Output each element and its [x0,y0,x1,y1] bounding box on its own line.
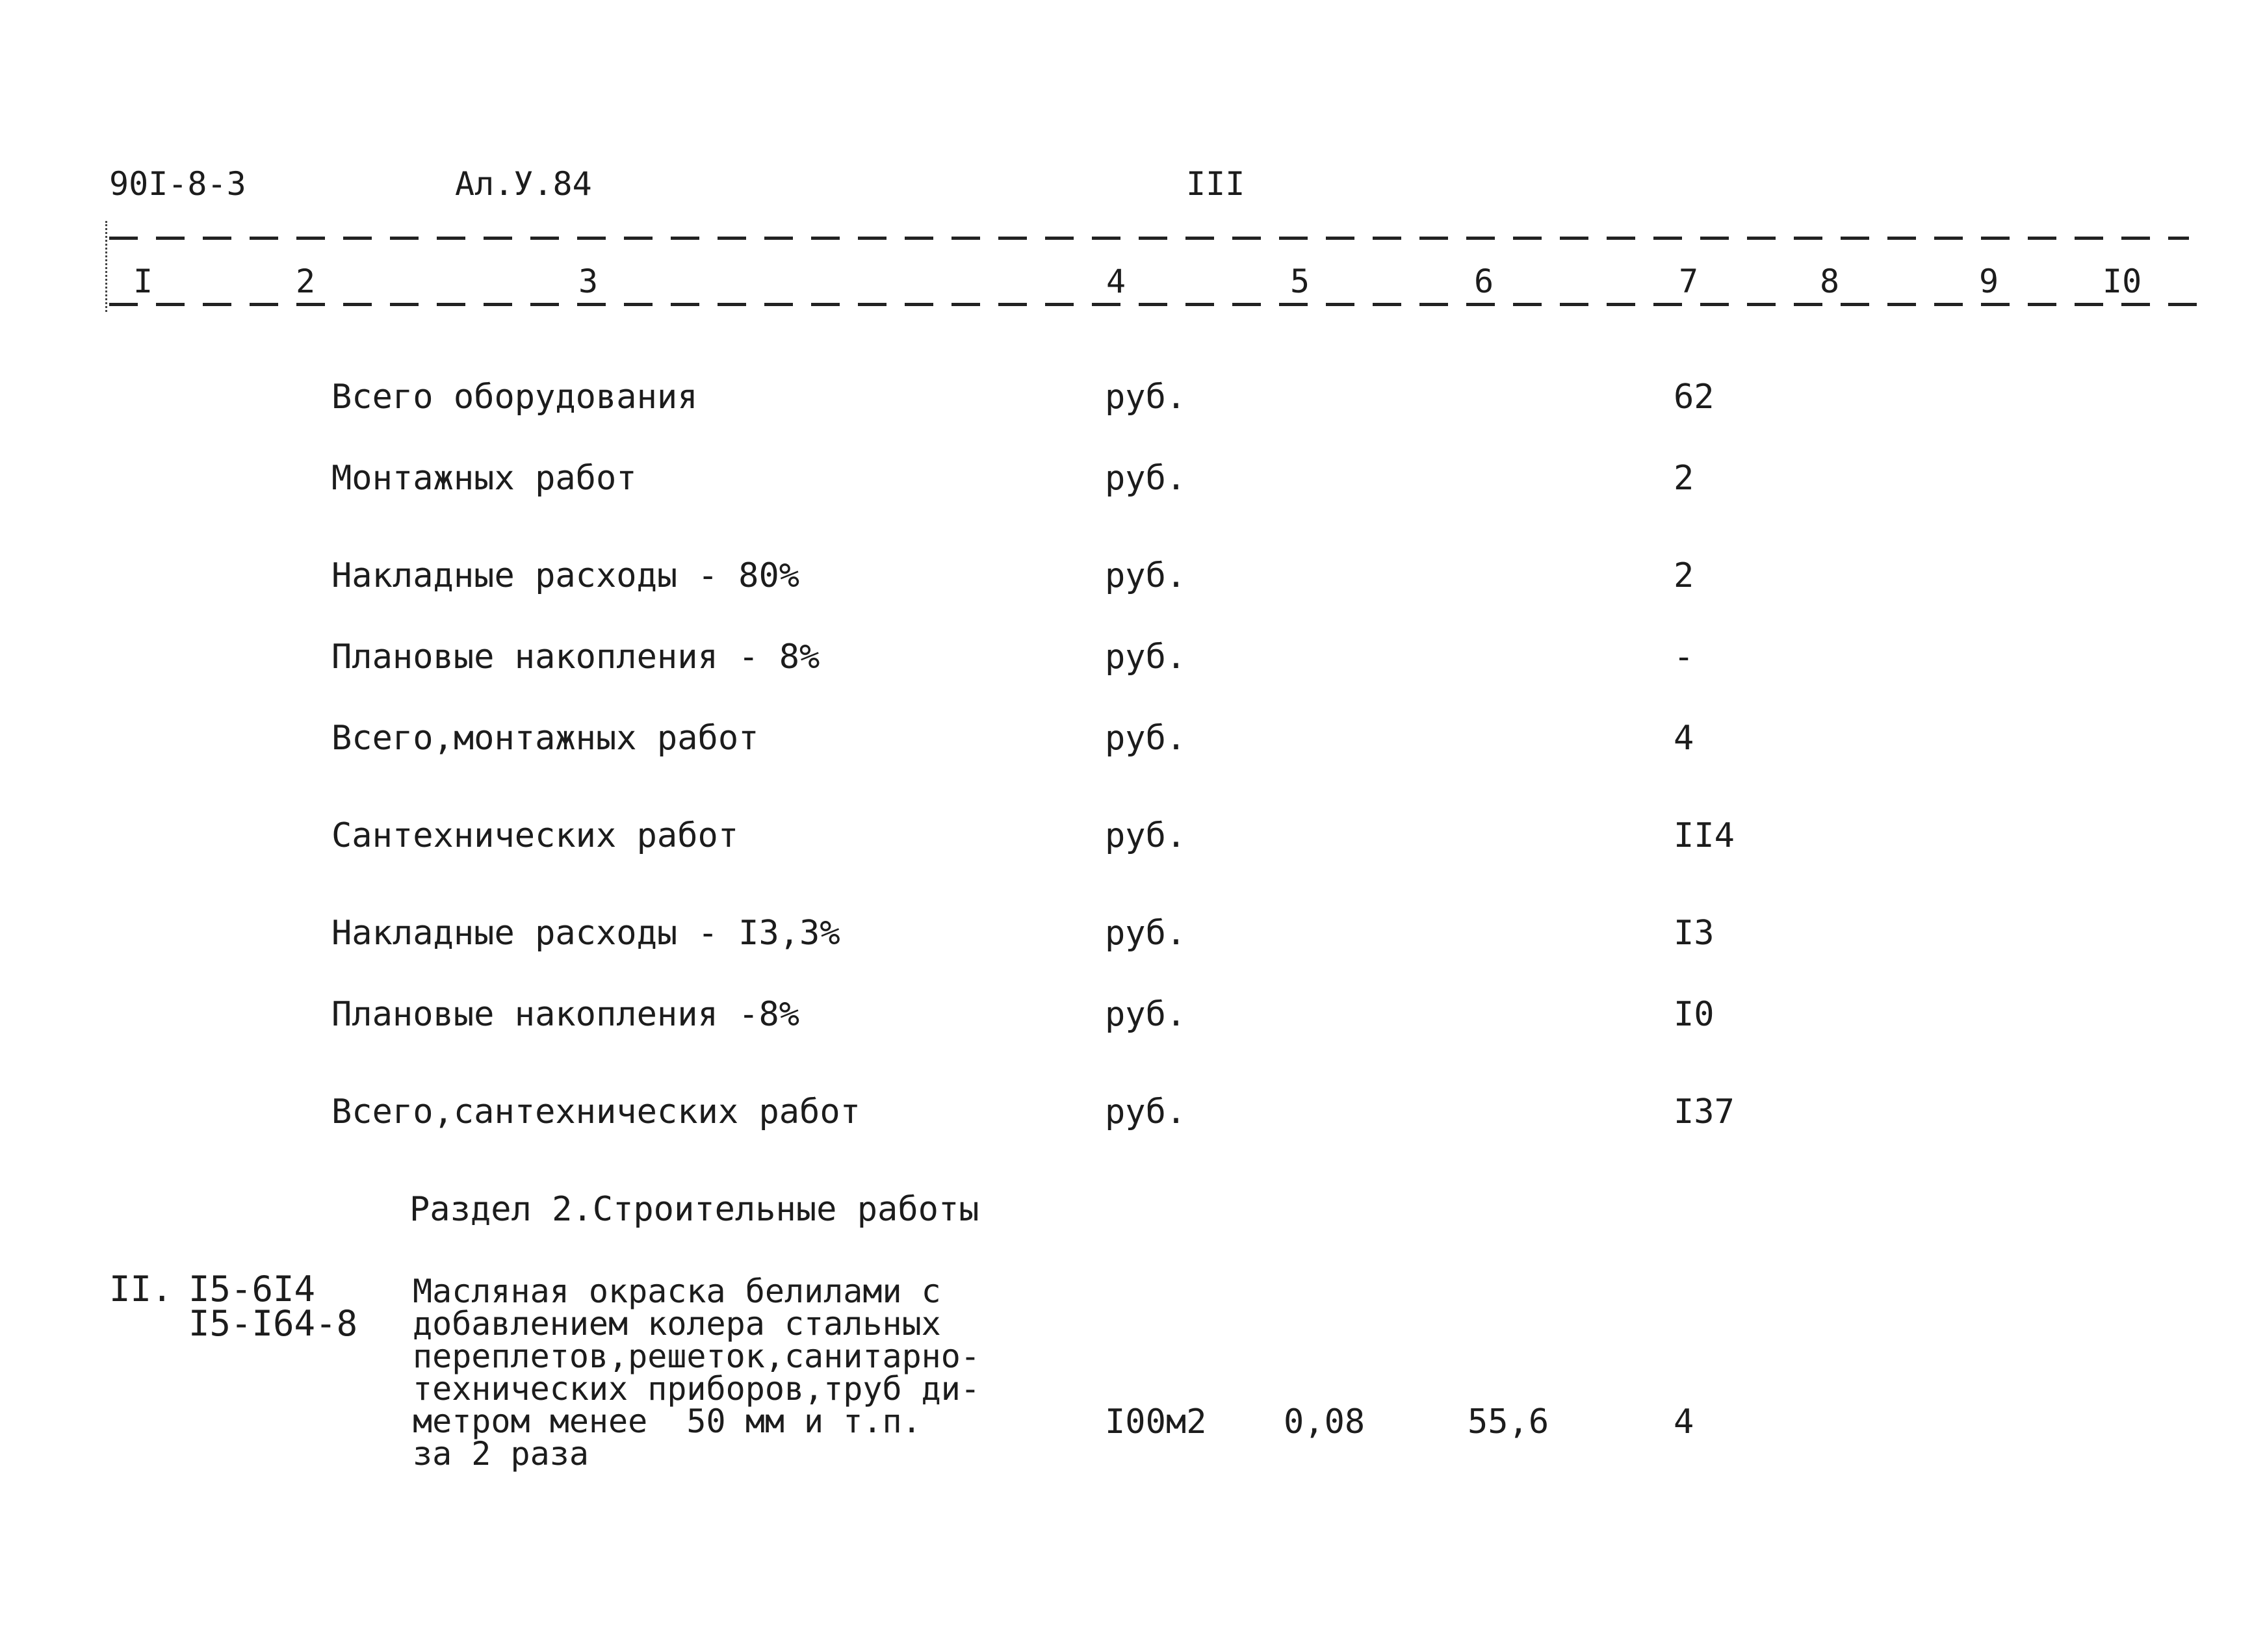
page-number: III [1186,165,1245,203]
summary-row [0,916,2265,955]
row-value: - [1674,638,1694,677]
row-name: Монтажных работ [331,459,637,498]
row-unit: руб. [1105,719,1187,758]
item-unit: I00м2 [1105,1402,1207,1441]
column-number-3: 3 [578,263,599,300]
summary-row [0,461,2265,500]
summary-row [0,556,2265,598]
row-name: Всего,монтажных работ [331,719,759,758]
row-value: 2 [1674,459,1694,498]
row-name: Сантехнических работ [331,816,739,855]
item-code-1: I5-6I4 [188,1269,316,1310]
column-number-6: 6 [1474,263,1494,300]
row-unit: руб. [1105,459,1187,498]
row-name: Плановые накопления - 8% [331,638,820,677]
column-number-8: 8 [1820,263,1840,300]
summary-row [0,995,2265,1037]
summary-row [0,816,2265,858]
row-value: 2 [1674,556,1694,595]
header-top-rule [109,237,2189,240]
item-total: 4 [1674,1402,1694,1441]
summary-row [0,1092,2265,1134]
row-value: II4 [1674,816,1735,855]
row-value: 62 [1674,378,1715,417]
row-value: I0 [1674,995,1715,1034]
album-number: Ал.У.84 [455,165,592,203]
row-value: I3 [1674,914,1715,953]
row-unit: руб. [1105,914,1187,953]
column-number-10: I0 [2103,263,2142,300]
row-value: I37 [1674,1092,1735,1131]
left-margin-mark [105,221,111,312]
column-number-9: 9 [1979,263,1999,300]
row-unit: руб. [1105,556,1187,595]
row-name: Накладные расходы - I3,3% [331,914,840,953]
row-name: Накладные расходы - 80% [331,556,800,595]
item-code-2: I5-I64-8 [188,1303,358,1344]
column-number-2: 2 [296,263,316,300]
item-description: Масляная окраска белилами с добавлением колера стальных переплетов,решеток,санитарно- технических приборов,труб ди- метром менее 50 мм и т.п. за 2 раза [413,1272,980,1473]
summary-row [0,721,2265,760]
row-unit: руб. [1105,1092,1187,1131]
summary-row [0,380,2265,419]
row-unit: руб. [1105,378,1187,417]
section-title: Раздел 2.Строительные работы [409,1190,979,1229]
row-name: Всего,сантехнических работ [331,1092,861,1131]
item-number: II. [109,1269,173,1310]
column-number-5: 5 [1290,263,1310,300]
row-unit: руб. [1105,995,1187,1034]
row-name: Плановые накопления -8% [331,995,800,1034]
row-unit: руб. [1105,816,1187,855]
summary-row [0,640,2265,679]
row-value: 4 [1674,719,1694,758]
row-unit: руб. [1105,638,1187,677]
header-bottom-rule [109,303,2205,306]
row-name: Всего оборудования [331,378,698,417]
item-unit-price: 55,6 [1468,1402,1549,1441]
column-number-1: I [133,263,153,300]
column-number-7: 7 [1679,263,1699,300]
item-quantity: 0,08 [1284,1402,1365,1441]
document-code: 90I-8-3 [109,165,246,203]
column-number-4: 4 [1106,263,1126,300]
